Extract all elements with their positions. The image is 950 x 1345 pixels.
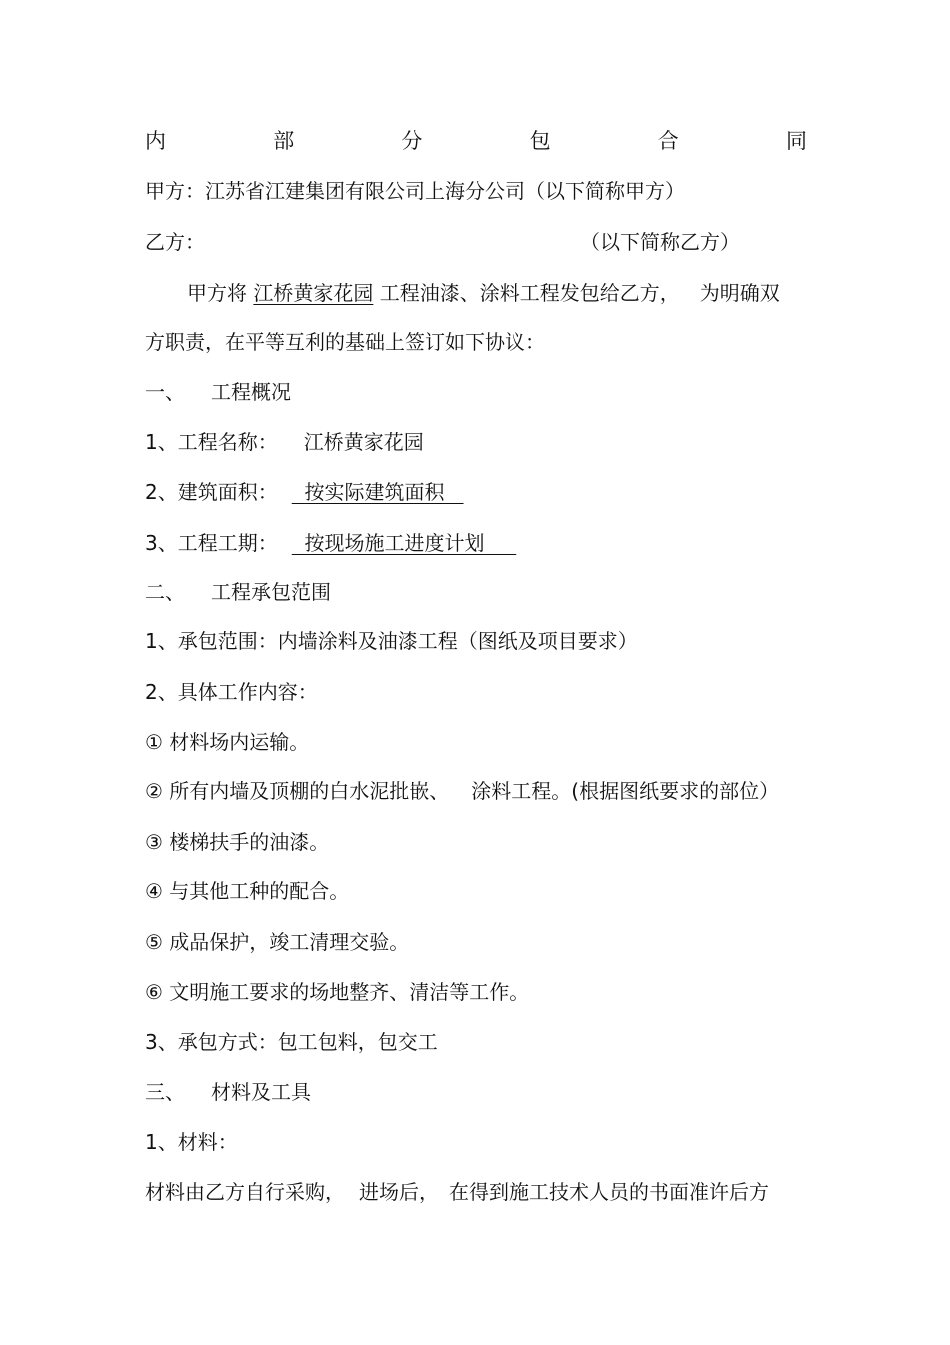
scope-line: 1、承包范围：内墙涂料及油漆工程（图纸及项目要求）	[145, 629, 638, 653]
title-char: 包	[529, 129, 551, 153]
field-value: 江桥黄家花园	[303, 430, 424, 454]
intro-line-1	[187, 279, 780, 307]
contract-method-line: 3、承包方式：包工包料，包交工	[145, 1030, 438, 1054]
title-char: 内	[145, 129, 166, 153]
section-title: 工程承包范围	[211, 580, 331, 604]
field-value: 按现场施工进度计划	[304, 531, 485, 555]
work-item: ⑤ 成品保护，竣工清理交验。	[145, 930, 410, 954]
material-label: 1、材料：	[145, 1130, 238, 1154]
work-item: ⑥ 文明施工要求的场地整齐、清洁等工作。	[145, 980, 530, 1004]
work-content-label: 2、具体工作内容：	[145, 680, 318, 704]
material-paragraph: 材料由乙方自行采购， 进场后， 在得到施工技术人员的书面准许后方	[145, 1180, 769, 1204]
field-label: 2、建筑面积：	[145, 480, 278, 504]
section-1-heading	[145, 378, 291, 406]
intro-suffix: 工程油漆、涂料工程发包给乙方，	[379, 281, 680, 305]
intro-suffix-2: 为明确双	[699, 281, 780, 305]
field-value: 按实际建筑面积	[304, 480, 445, 504]
party-b-label: 乙方：	[145, 230, 205, 254]
title-char: 合	[657, 129, 679, 153]
section-number: 二、	[145, 580, 185, 604]
field-label: 1、工程名称：	[145, 430, 278, 454]
intro-line-2: 方职责，在平等互利的基础上签订如下协议：	[145, 330, 545, 354]
title-char: 分	[401, 129, 423, 153]
document-title	[145, 127, 807, 155]
work-item: ③ 楼梯扶手的油漆。	[145, 830, 330, 854]
duration-row	[145, 529, 516, 557]
section-title: 材料及工具	[211, 1080, 311, 1104]
party-a-line: 甲方：江苏省江建集团有限公司上海分公司（以下简称甲方）	[145, 179, 685, 203]
section-2-heading	[145, 578, 331, 606]
work-item: ① 材料场内运输。	[145, 730, 310, 754]
work-item: ④ 与其他工种的配合。	[145, 879, 350, 903]
section-title: 工程概况	[211, 380, 291, 404]
section-3-heading	[145, 1078, 311, 1106]
party-b-line	[145, 228, 740, 256]
field-label: 3、工程工期：	[145, 531, 278, 555]
section-number: 一、	[145, 380, 185, 404]
intro-prefix: 甲方将	[187, 281, 247, 305]
project-name-row	[145, 428, 424, 456]
title-char: 同	[785, 129, 807, 153]
intro-project-name: 江桥黄家花园	[253, 281, 374, 305]
building-area-row	[145, 478, 464, 506]
work-item: ② 所有内墙及顶棚的白水泥批嵌、 涂料工程。(根据图纸要求的部位）	[145, 779, 780, 803]
title-char: 部	[273, 129, 295, 153]
section-number: 三、	[145, 1080, 185, 1104]
party-b-suffix: （以下简称乙方）	[580, 230, 740, 254]
